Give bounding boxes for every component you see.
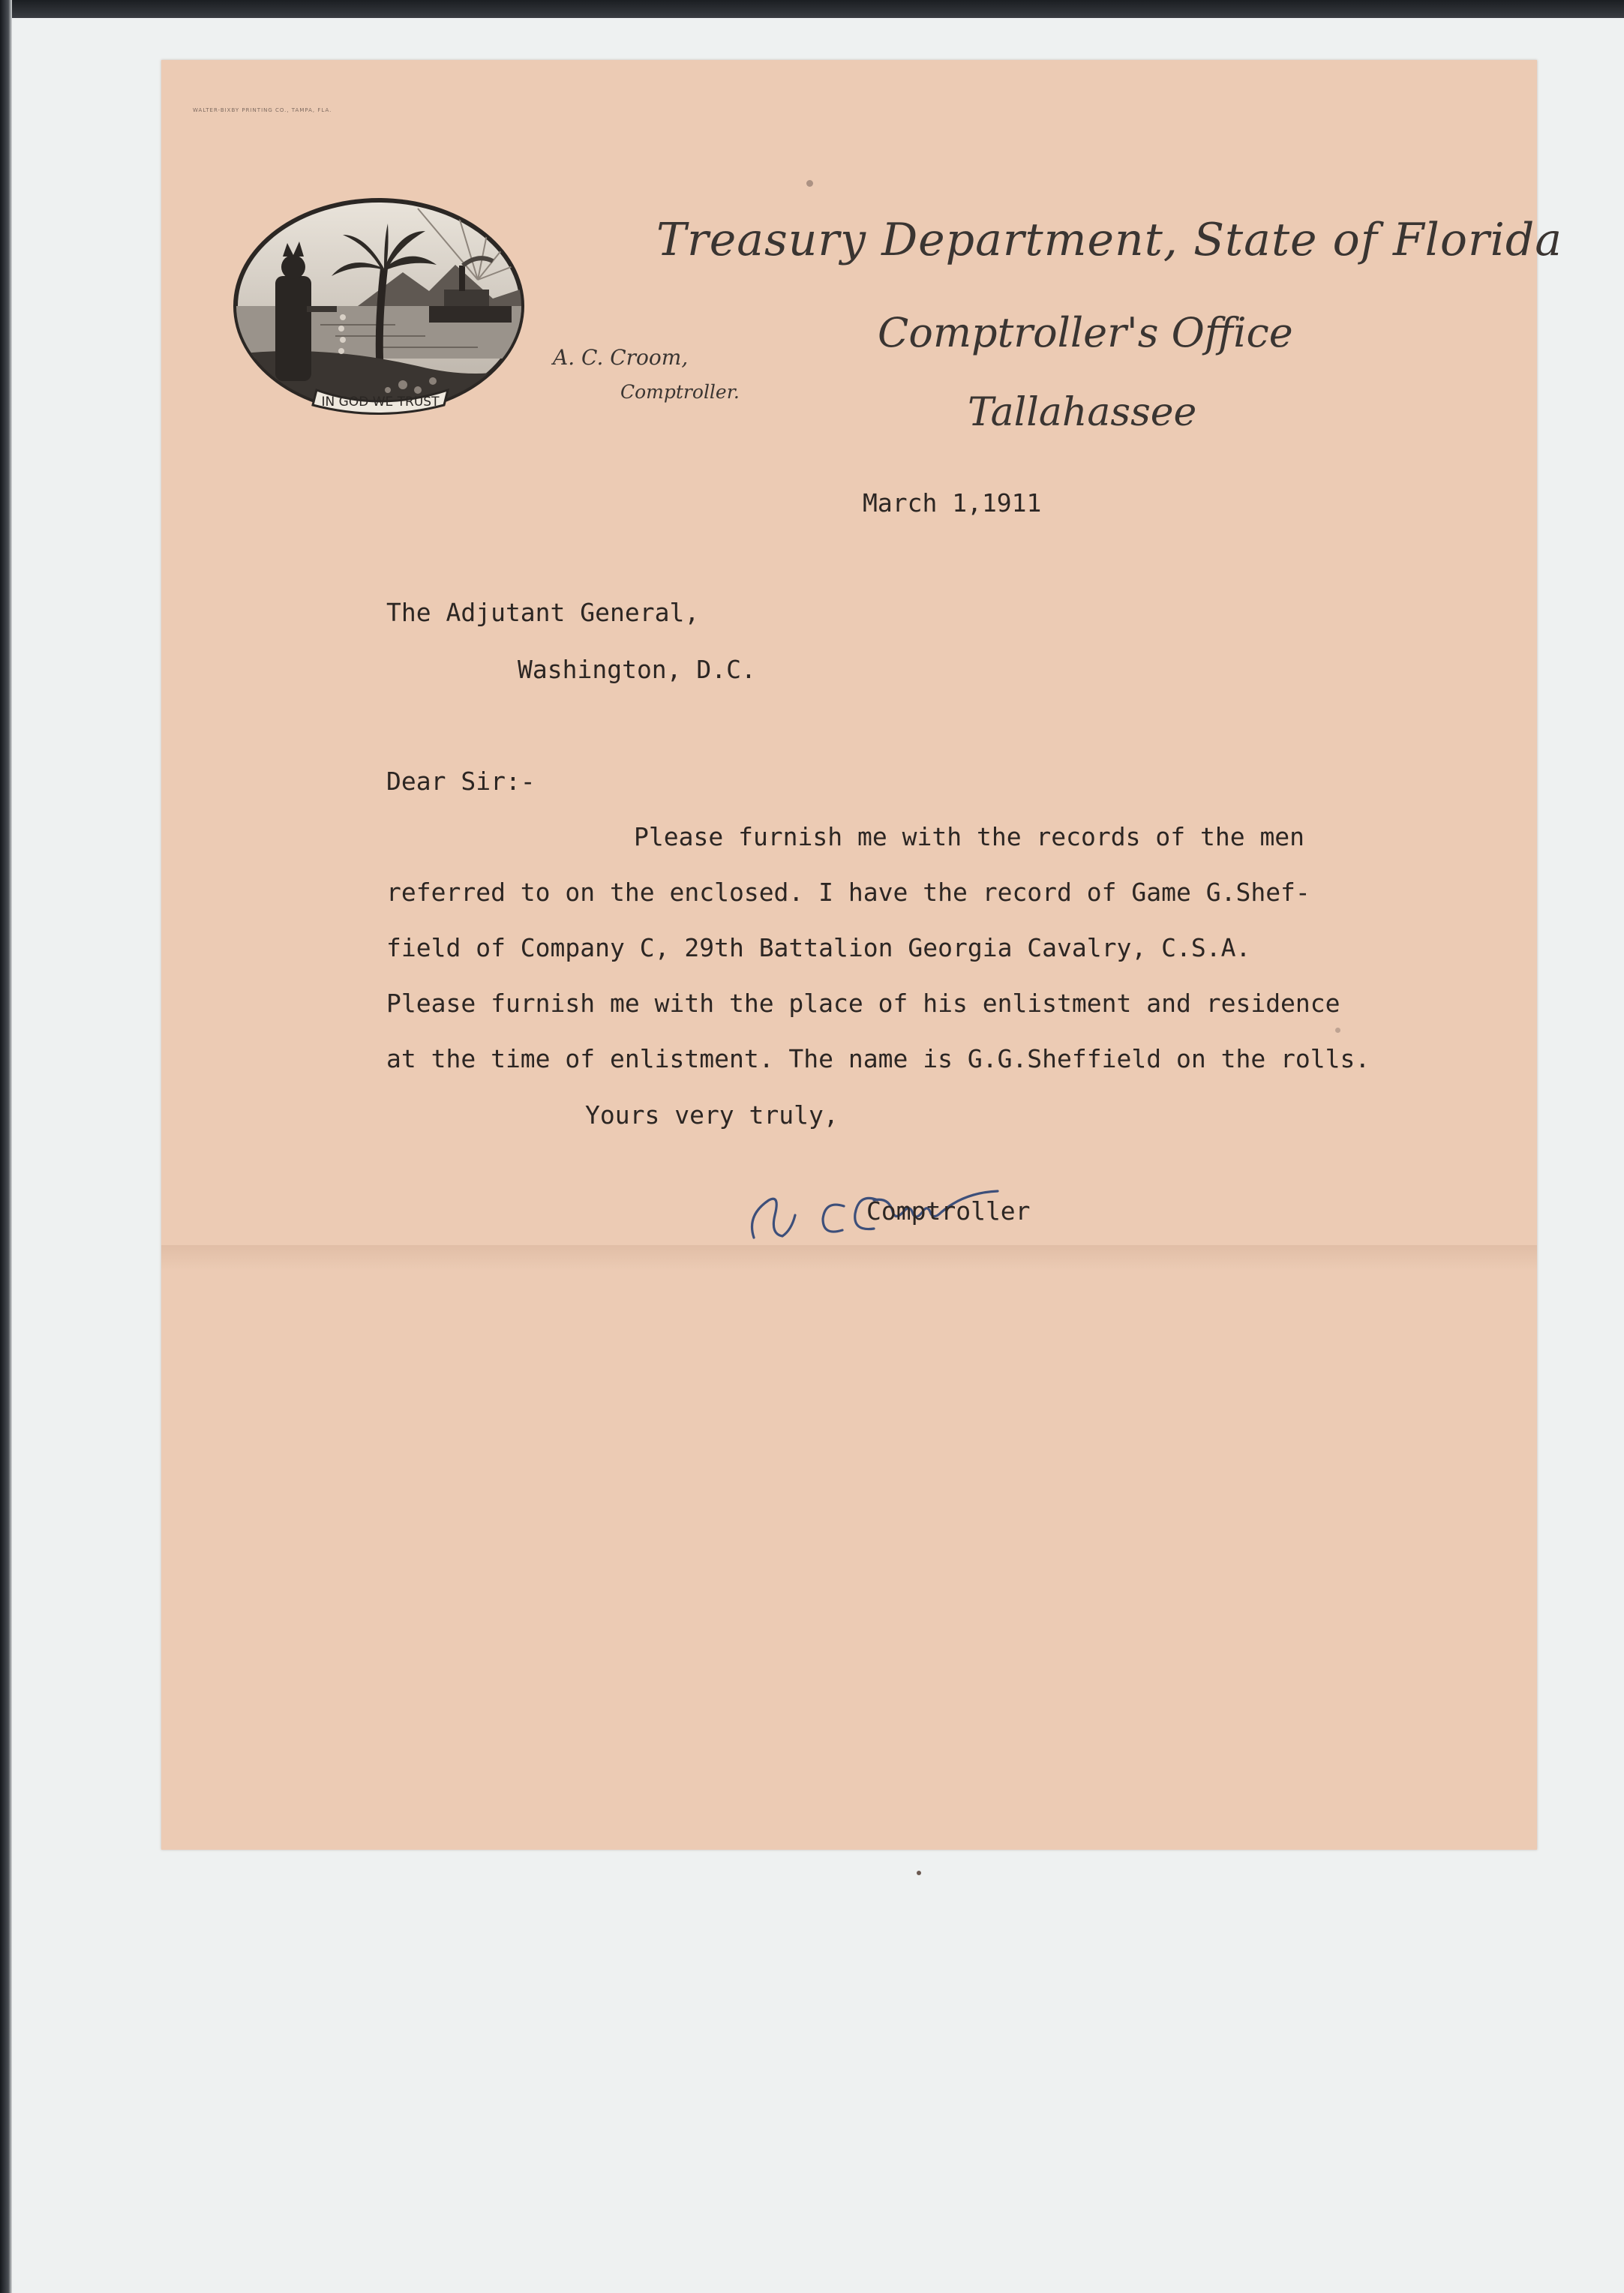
- letter-sheet: [161, 60, 1563, 1850]
- signer-title: Comptroller: [866, 1196, 1031, 1226]
- body-line-5: at the time of enlistment. The name is G.G.Sheffield on the rolls.: [386, 1044, 1370, 1073]
- letter-date: March 1,1911: [863, 488, 1042, 518]
- addressee-line-2: Washington, D.C.: [518, 655, 756, 684]
- body-line-1: Please furnish me with the records of the men: [634, 822, 1305, 851]
- closing: Yours very truly,: [585, 1100, 839, 1130]
- comptroller-title: Comptroller.: [620, 381, 740, 403]
- florida-seal-icon: [230, 194, 527, 419]
- salutation: Dear Sir:-: [386, 767, 536, 796]
- paper-speck: [1335, 1028, 1340, 1033]
- printer-mark: WALTER-BIXBY PRINTING CO., TAMPA, FLA.: [193, 107, 332, 113]
- body-line-3: field of Company C, 29th Battalion Georgia Cavalry, C.S.A.: [386, 933, 1251, 962]
- body-line-2: referred to on the enclosed. I have the record of Game G.Shef-: [386, 878, 1310, 907]
- scanner-edge-left: [0, 0, 12, 2293]
- paper-speck: [806, 180, 813, 187]
- scanner-edge-top: [0, 0, 1624, 18]
- department-title: Treasury Department, State of Florida: [656, 214, 1563, 266]
- background-speck: [917, 1871, 921, 1875]
- city-title: Tallahassee: [968, 390, 1197, 435]
- seal-motto: IN GOD WE TRUST: [321, 395, 440, 410]
- comptroller-name: A. C. Croom,: [553, 345, 689, 370]
- addressee-line-1: The Adjutant General,: [386, 598, 700, 627]
- office-title: Comptroller's Office: [878, 309, 1293, 356]
- body-line-4: Please furnish me with the place of his enlistment and residence: [386, 989, 1340, 1018]
